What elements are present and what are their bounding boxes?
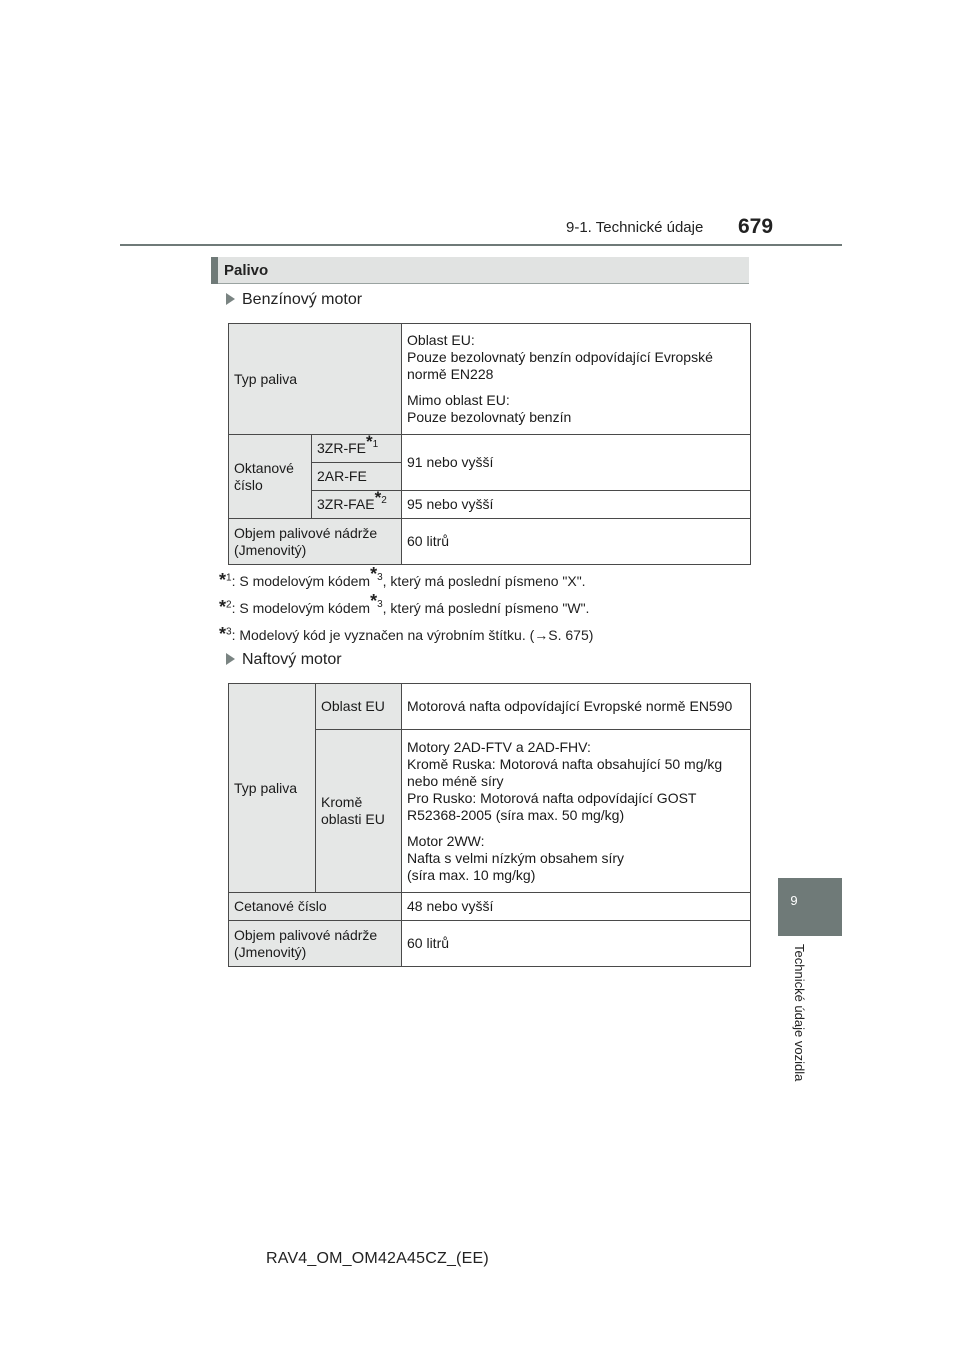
region-non-eu-line2: oblasti EU bbox=[321, 811, 385, 827]
footnote-2: *$^2$: S modelovým kódem$^{*3}$, který má poslední písmeno "W". bbox=[219, 591, 590, 617]
diesel-2ww-sulfur: (síra max. 10 mg/kg) bbox=[407, 866, 536, 883]
engine-3zr-fae-text: 3ZR-FAE bbox=[317, 496, 375, 512]
cetane-value: 48 nebo vyšší bbox=[402, 893, 751, 921]
footnote-3-marker: 3 bbox=[226, 626, 232, 638]
diesel-2ww-title: Motor 2WW: bbox=[407, 832, 485, 849]
region-non-eu-label bbox=[316, 730, 402, 893]
table-row bbox=[229, 921, 751, 967]
footnote-1-marker: 1 bbox=[226, 572, 232, 584]
octane-value-95: 95 nebo vyšší bbox=[402, 491, 751, 519]
cetane-label: Cetanové číslo bbox=[229, 893, 402, 921]
petrol-heading bbox=[226, 291, 362, 309]
fuel-type-label: Typ paliva bbox=[229, 324, 402, 435]
footnote-3-text: : Modelový kód je vyznačen na výrobním štítku. ( bbox=[231, 627, 535, 643]
region-non-eu-value bbox=[402, 730, 751, 893]
table-row bbox=[229, 435, 751, 463]
tank-capacity-value: 60 litrů bbox=[402, 519, 751, 565]
diesel-heading bbox=[226, 651, 342, 669]
region-eu-value: Motorová nafta odpovídající Evropské normě EN590 bbox=[402, 684, 751, 730]
petrol-heading-text: Benzínový motor bbox=[242, 291, 363, 308]
region-eu-label: Oblast EU bbox=[316, 684, 402, 730]
section-bar bbox=[211, 257, 749, 284]
diesel-tank-label-line2: (Jmenovitý) bbox=[234, 943, 307, 960]
fuel-type-value bbox=[402, 324, 751, 435]
tank-label-line2: (Jmenovitý) bbox=[234, 541, 307, 558]
engine-3zr-fae-note: 2 bbox=[381, 495, 387, 507]
petrol-spec-table bbox=[228, 323, 751, 565]
document-code: RAV4_OM_OM42A45CZ_(EE) bbox=[266, 1250, 489, 1267]
region-non-eu-line1: Kromě bbox=[321, 794, 363, 810]
octane-label-line1: Oktanové bbox=[234, 459, 294, 476]
table-row bbox=[229, 684, 751, 730]
section-title: Palivo bbox=[224, 262, 269, 279]
octane-value-91: 91 nebo vyšší bbox=[402, 435, 751, 491]
engine-3zr-fe-text: 3ZR-FE bbox=[317, 440, 366, 456]
tank-capacity-label bbox=[229, 519, 402, 565]
diesel-2ad-title: Motory 2AD-FTV a 2AD-FHV: bbox=[407, 738, 591, 755]
diesel-spec-table bbox=[228, 683, 751, 967]
triangle-bullet-icon bbox=[226, 293, 235, 305]
engine-3zr-fe: 3ZR-FE$^{*1}$ bbox=[312, 435, 402, 463]
page-number: 679 bbox=[738, 215, 774, 238]
header-section-title: 9-1. Technické údaje bbox=[566, 219, 704, 236]
footnote-2-ref: 3 bbox=[377, 599, 383, 611]
triangle-bullet-icon bbox=[226, 653, 235, 665]
footnote-3-page-ref[interactable]: S. 675) bbox=[548, 627, 594, 643]
section-bar-accent bbox=[211, 257, 218, 284]
octane-label-line2: číslo bbox=[234, 476, 263, 493]
arrow-right-icon: → bbox=[534, 627, 549, 643]
header-rule bbox=[120, 244, 842, 246]
diesel-2ww-text: Nafta s velmi nízkým obsahem síry bbox=[407, 849, 625, 866]
diesel-tank-capacity-value: 60 litrů bbox=[402, 921, 751, 967]
chapter-label: Technické údaje vozidla bbox=[792, 944, 807, 1082]
table-row bbox=[229, 324, 751, 435]
fuel-type-eu-text: Pouze bezolovnatý benzín odpovídající Evropské normě EN228 bbox=[407, 349, 713, 382]
engine-3zr-fae: 3ZR-FAE$^{*2}$ bbox=[312, 491, 402, 519]
chapter-number: 9 bbox=[790, 893, 798, 908]
octane-label bbox=[229, 435, 312, 519]
footnote-2-text-a: : S modelovým kódem bbox=[231, 600, 371, 616]
diesel-tank-capacity-label bbox=[229, 921, 402, 967]
diesel-fuel-type-label: Typ paliva bbox=[229, 684, 316, 893]
diesel-2ad-russia: Pro Rusko: Motorová nafta odpovídající GOST R52368-2005 (síra max. 50 mg/kg) bbox=[407, 789, 697, 823]
tank-label-line1: Objem palivové nádrže bbox=[234, 524, 378, 541]
fuel-type-non-eu-title: Mimo oblast EU: bbox=[407, 392, 510, 408]
footnote-1-text-b: , který má poslední písmeno "X". bbox=[382, 573, 586, 589]
footnote-1-text-a: : S modelovým kódem bbox=[231, 573, 371, 589]
footnote-1: *$^1$: S modelovým kódem$^{*3}$, který má poslední písmeno "X". bbox=[219, 564, 586, 590]
footnote-3: *$^3$: Modelový kód je vyznačen na výrobním štítku. (→S. 675) bbox=[219, 624, 594, 644]
engine-2ar-fe: 2AR-FE bbox=[312, 463, 402, 491]
diesel-2ad-except-russia: Kromě Ruska: Motorová nafta obsahující 50 mg/kg nebo méně síry bbox=[407, 755, 723, 789]
footnote-2-marker: 2 bbox=[226, 599, 232, 611]
footnote-2-text-b: , který má poslední písmeno "W". bbox=[382, 600, 590, 616]
table-row bbox=[229, 893, 751, 921]
engine-3zr-fe-note: 1 bbox=[372, 439, 379, 451]
fuel-type-non-eu-text: Pouze bezolovnatý benzín bbox=[407, 409, 572, 425]
diesel-heading-text: Naftový motor bbox=[242, 651, 342, 668]
fuel-type-eu-title: Oblast EU: bbox=[407, 332, 475, 348]
table-row bbox=[229, 519, 751, 565]
diesel-tank-label-line1: Objem palivové nádrže bbox=[234, 926, 378, 943]
footnote-1-ref: 3 bbox=[377, 572, 383, 584]
